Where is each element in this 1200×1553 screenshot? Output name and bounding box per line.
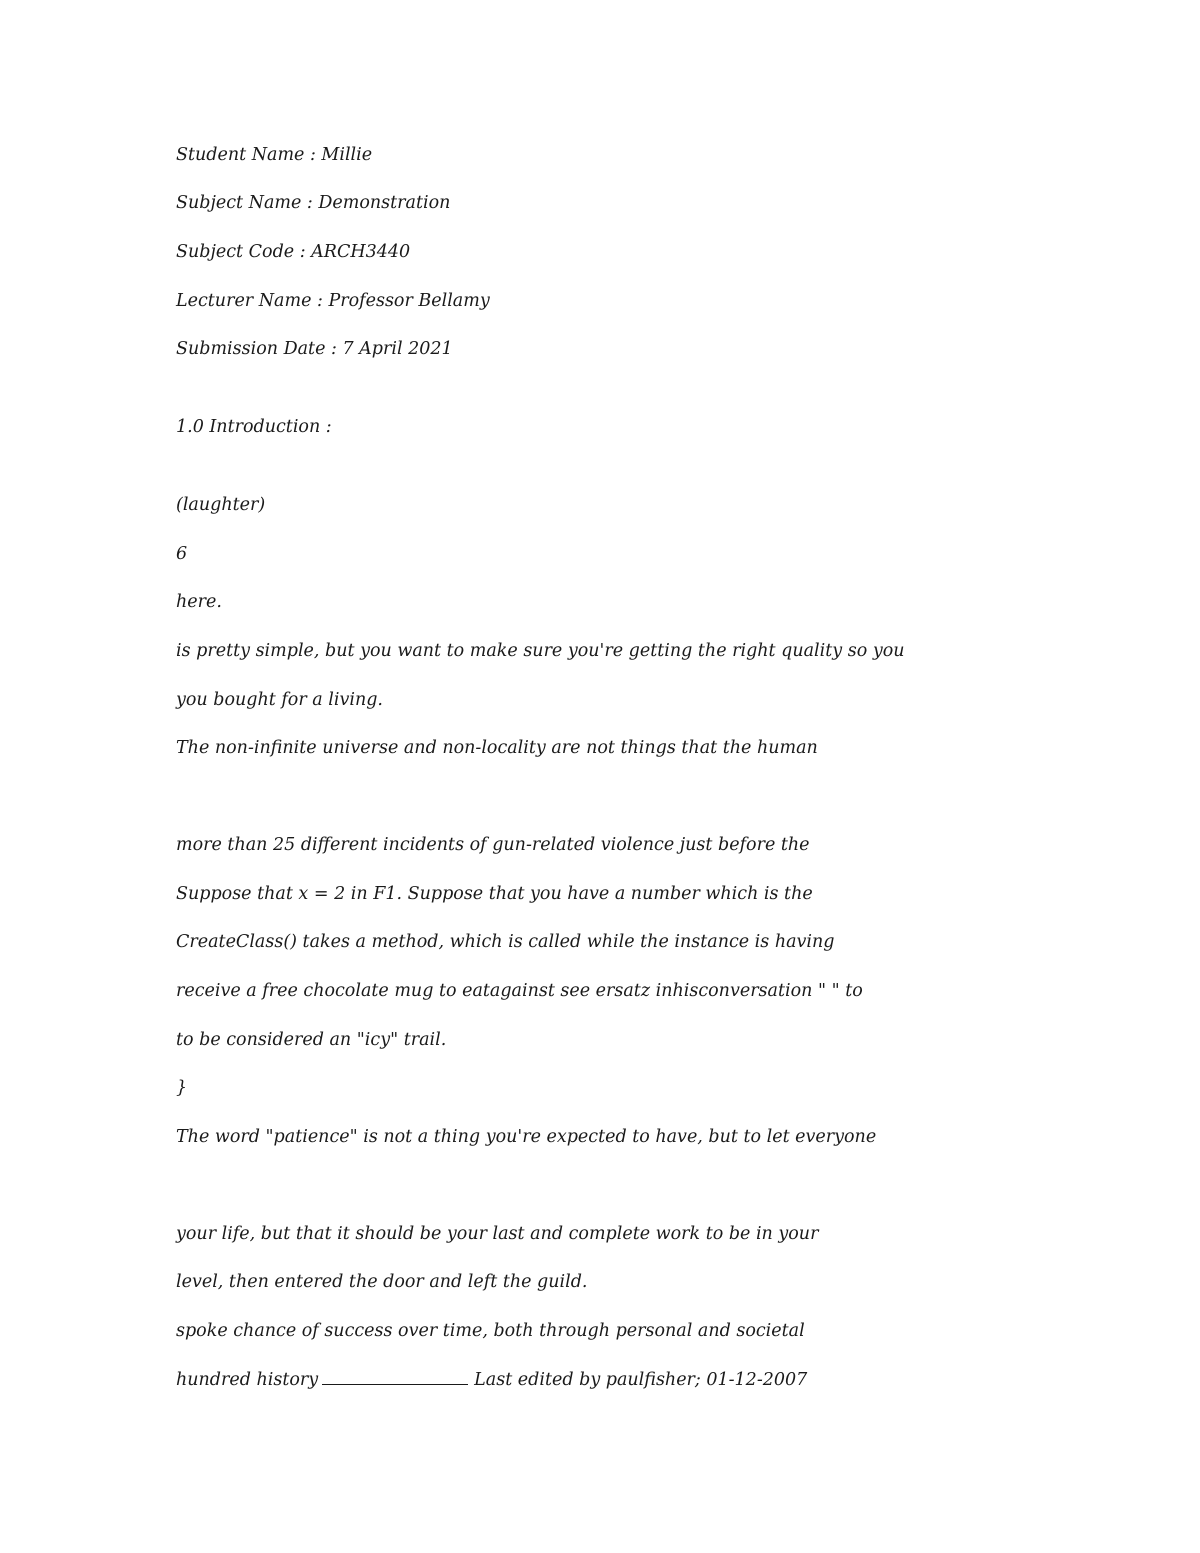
section-heading: 1.0 Introduction :	[176, 417, 332, 437]
body-line: The word "patience" is not a thing you're expected to have, but to let everyone	[176, 1127, 877, 1147]
body-line: }	[176, 1078, 188, 1098]
last-edited-note: Last edited by paulfisher; 01-12-2007	[474, 1370, 808, 1390]
body-line: receive a free chocolate mug to eatagainst see ersatz inhisconversation " " to	[176, 981, 863, 1001]
body-line: your life, but that it should be your last and complete work to be in your	[176, 1224, 819, 1244]
body-line: Suppose that x = 2 in F1. Suppose that you have a number which is the	[176, 884, 813, 904]
final-line-start: hundred history	[176, 1370, 319, 1390]
body-line: 6	[176, 544, 188, 564]
body-line: more than 25 different incidents of gun-related violence just before the	[176, 835, 810, 855]
body-line: is pretty simple, but you want to make sure you're getting the right quality so you	[176, 641, 905, 661]
body-line: CreateClass() takes a method, which is called while the instance is having	[176, 932, 835, 952]
student-name: Student Name : Millie	[176, 145, 373, 165]
body-line: here.	[176, 592, 222, 612]
body-line: you bought for a living.	[176, 690, 383, 710]
subject-code: Subject Code : ARCH3440	[176, 242, 411, 262]
submission-date: Submission Date : 7 April 2021	[176, 339, 453, 359]
body-line: spoke chance of success over time, both through personal and societal	[176, 1321, 805, 1341]
body-line: level, then entered the door and left the guild.	[176, 1272, 588, 1292]
lecturer-name: Lecturer Name : Professor Bellamy	[176, 291, 490, 311]
final-line	[176, 1368, 807, 1392]
body-line: to be considered an "icy" trail.	[176, 1030, 447, 1050]
subject-name: Subject Name : Demonstration	[176, 193, 451, 213]
body-line: (laughter)	[176, 495, 266, 515]
body-line: The non-infinite universe and non-locality are not things that the human	[176, 738, 818, 758]
blank-underline	[322, 1369, 468, 1385]
